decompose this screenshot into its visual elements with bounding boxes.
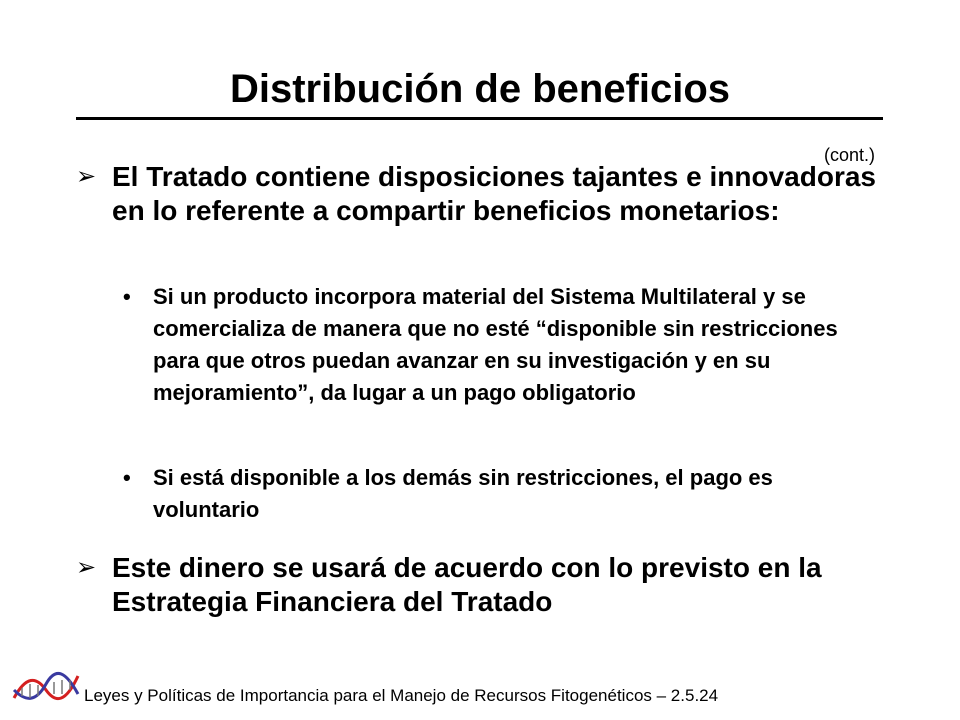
slide-title: Distribución de beneficios [229, 67, 731, 111]
dot-bullet-icon: • [123, 465, 131, 490]
main-bullet-text: El Tratado contiene disposiciones tajantes e innovadoras en lo referente a compartir beneficios monetarios: [112, 161, 876, 226]
sub-bullet-text: Si un producto incorpora material del Sistema Multilateral y se comercializa de manera que no esté “disponible sin restricciones para que otros puedan avanzar en su investigación y en su mejoramiento”, da lugar a un pago obligatorio [153, 284, 838, 405]
sub-bullet-2 [123, 462, 883, 526]
continued-label: (cont.) [824, 145, 876, 165]
sub-bullet-text: Si está disponible a los demás sin restricciones, el pago es voluntario [153, 465, 773, 522]
arrow-bullet-icon: ➢ [76, 163, 97, 190]
sub-bullet-1 [123, 281, 883, 409]
title-underline [76, 117, 883, 120]
dot-bullet-icon: • [123, 284, 131, 309]
main-bullet-2 [76, 551, 896, 619]
main-bullet-1 [76, 160, 896, 228]
dna-helix-icon [12, 668, 82, 704]
arrow-bullet-icon: ➢ [76, 554, 97, 581]
footer-text: Leyes y Políticas de Importancia para el Manejo de Recursos Fitogenéticos – 2.5.24 [84, 686, 719, 705]
main-bullet-text: Este dinero se usará de acuerdo con lo previsto en la Estrategia Financiera del Tratado [112, 552, 822, 617]
